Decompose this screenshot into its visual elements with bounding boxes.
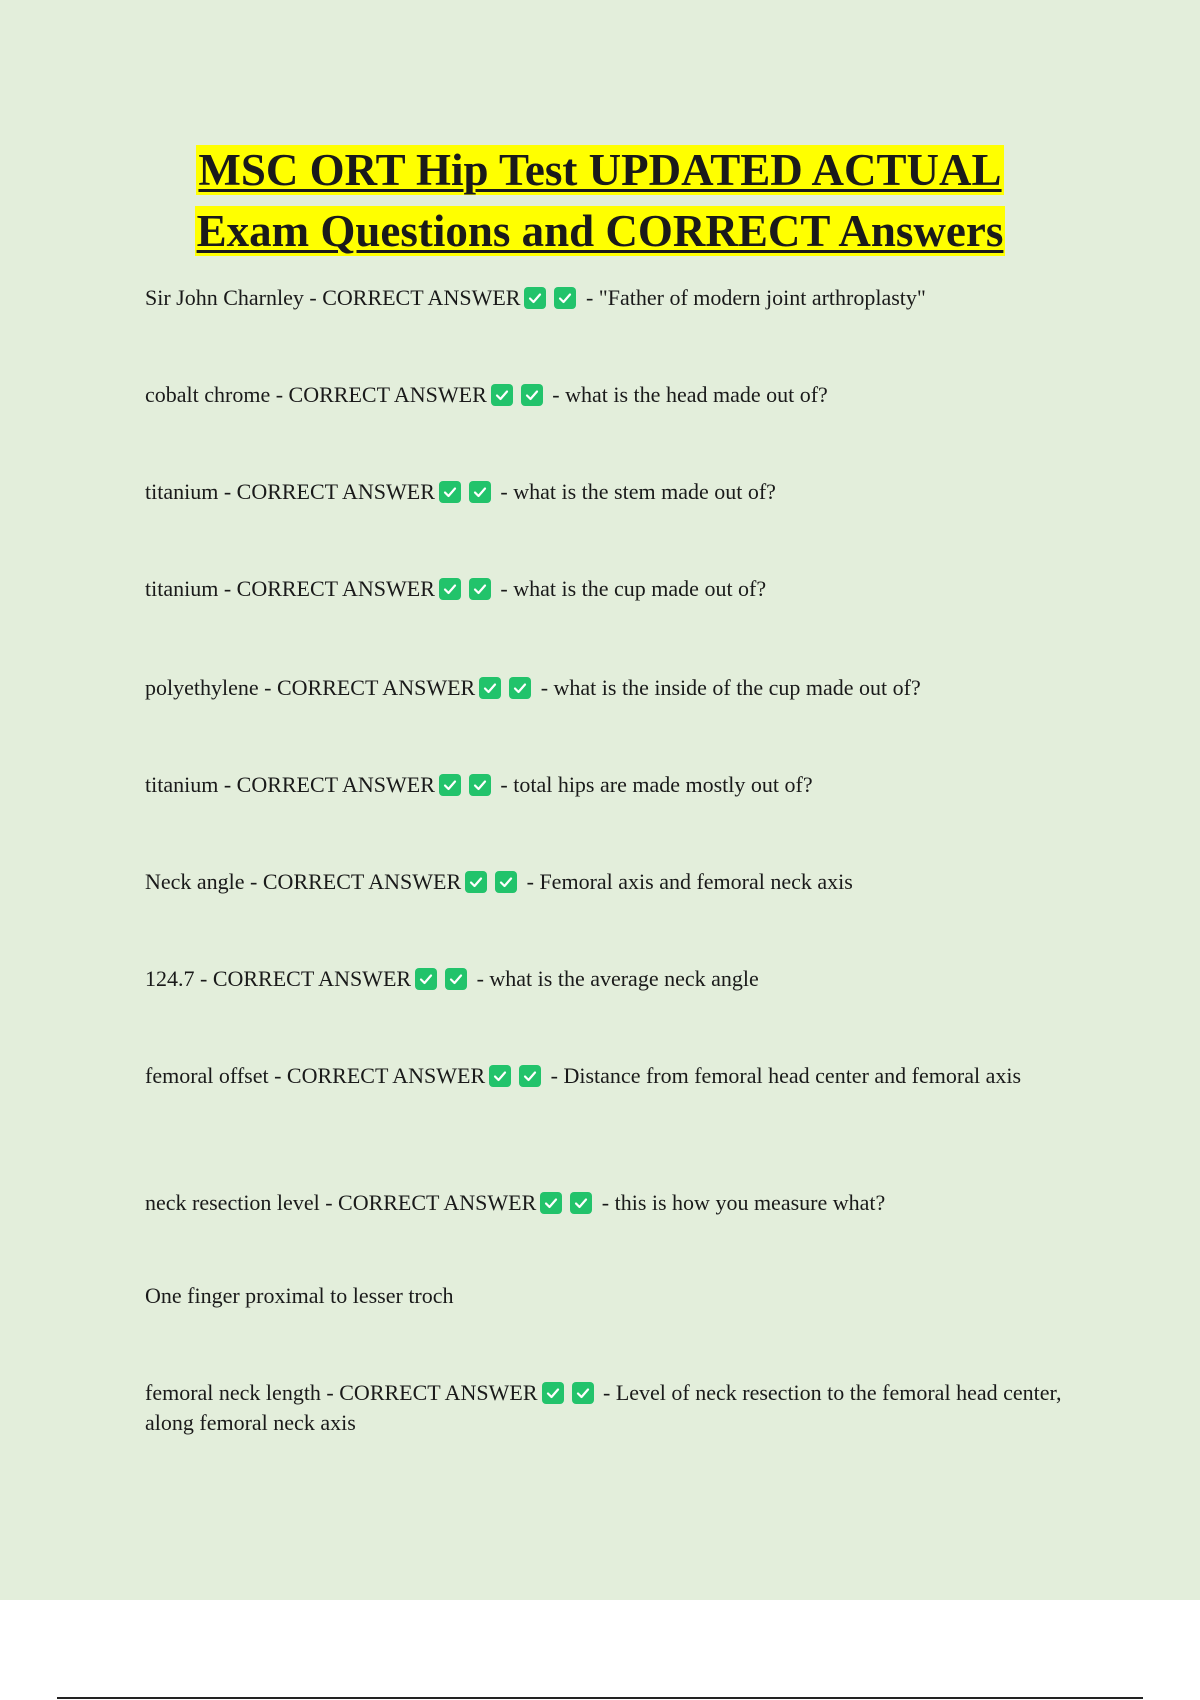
checkmark-icon xyxy=(439,481,461,503)
qa-definition: - Femoral axis and femoral neck axis xyxy=(521,869,853,894)
qa-term: femoral neck length - CORRECT ANSWER xyxy=(145,1380,538,1405)
checkmark-icon xyxy=(489,1065,511,1087)
qa-term: polyethylene - CORRECT ANSWER xyxy=(145,675,476,700)
checkmark-icon xyxy=(495,871,517,893)
checkmark-icon xyxy=(439,774,461,796)
qa-definition: - what is the stem made out of? xyxy=(494,479,776,504)
qa-item xyxy=(145,1378,1090,1438)
qa-definition: - Level of neck resection to the femoral head center, along femoral neck axis xyxy=(145,1380,1062,1435)
qa-item xyxy=(145,283,1090,313)
qa-definition: - what is the average neck angle xyxy=(471,966,759,991)
qa-definition: - what is the head made out of? xyxy=(546,382,828,407)
checkmark-icon xyxy=(415,968,437,990)
title-line-1: MSC ORT Hip Test UPDATED ACTUAL xyxy=(198,145,1002,195)
checkmark-icon xyxy=(519,1065,541,1087)
checkmark-icon xyxy=(521,384,543,406)
checkmark-icon xyxy=(469,481,491,503)
checkmark-icon xyxy=(524,287,546,309)
qa-term: titanium - CORRECT ANSWER xyxy=(145,479,435,504)
checkmark-icon xyxy=(540,1192,562,1214)
qa-term: 124.7 - CORRECT ANSWER xyxy=(145,966,412,991)
checkmark-icon xyxy=(469,774,491,796)
qa-note xyxy=(145,1281,1090,1311)
qa-item xyxy=(145,380,1090,410)
qa-item xyxy=(145,673,1090,703)
qa-term: femoral offset - CORRECT ANSWER xyxy=(145,1063,486,1088)
checkmark-icon xyxy=(491,384,513,406)
qa-term: titanium - CORRECT ANSWER xyxy=(145,576,435,601)
checkmark-icon xyxy=(465,871,487,893)
qa-term: titanium - CORRECT ANSWER xyxy=(145,772,435,797)
checkmark-icon xyxy=(509,677,531,699)
qa-term: cobalt chrome - CORRECT ANSWER xyxy=(145,382,487,407)
qa-term: neck resection level - CORRECT ANSWER xyxy=(145,1190,537,1215)
qa-term: Sir John Charnley - CORRECT ANSWER xyxy=(145,285,521,310)
qa-item xyxy=(145,477,1090,507)
qa-definition: - what is the inside of the cup made out of? xyxy=(535,675,921,700)
qa-note-text: One finger proximal to lesser troch xyxy=(145,1283,454,1308)
checkmark-icon xyxy=(479,677,501,699)
qa-definition: - Distance from femoral head center and femoral axis xyxy=(545,1063,1022,1088)
qa-term: Neck angle - CORRECT ANSWER xyxy=(145,869,462,894)
checkmark-icon xyxy=(439,578,461,600)
qa-definition: - "Father of modern joint arthroplasty" xyxy=(580,285,926,310)
checkmark-icon xyxy=(554,287,576,309)
page-title xyxy=(60,140,1140,262)
checkmark-icon xyxy=(572,1382,594,1404)
title-line-2: Exam Questions and CORRECT Answers xyxy=(196,206,1004,256)
qa-item xyxy=(145,770,1090,800)
checkmark-icon xyxy=(445,968,467,990)
qa-definition: - what is the cup made out of? xyxy=(494,576,767,601)
qa-definition: - total hips are made mostly out of? xyxy=(494,772,813,797)
qa-item xyxy=(145,574,1090,604)
footer-divider xyxy=(57,1697,1143,1699)
checkmark-icon xyxy=(542,1382,564,1404)
checkmark-icon xyxy=(469,578,491,600)
qa-item xyxy=(145,1061,1090,1091)
qa-definition: - this is how you measure what? xyxy=(596,1190,886,1215)
qa-item xyxy=(145,867,1090,897)
qa-item xyxy=(145,964,1090,994)
checkmark-icon xyxy=(570,1192,592,1214)
qa-item xyxy=(145,1188,1090,1218)
